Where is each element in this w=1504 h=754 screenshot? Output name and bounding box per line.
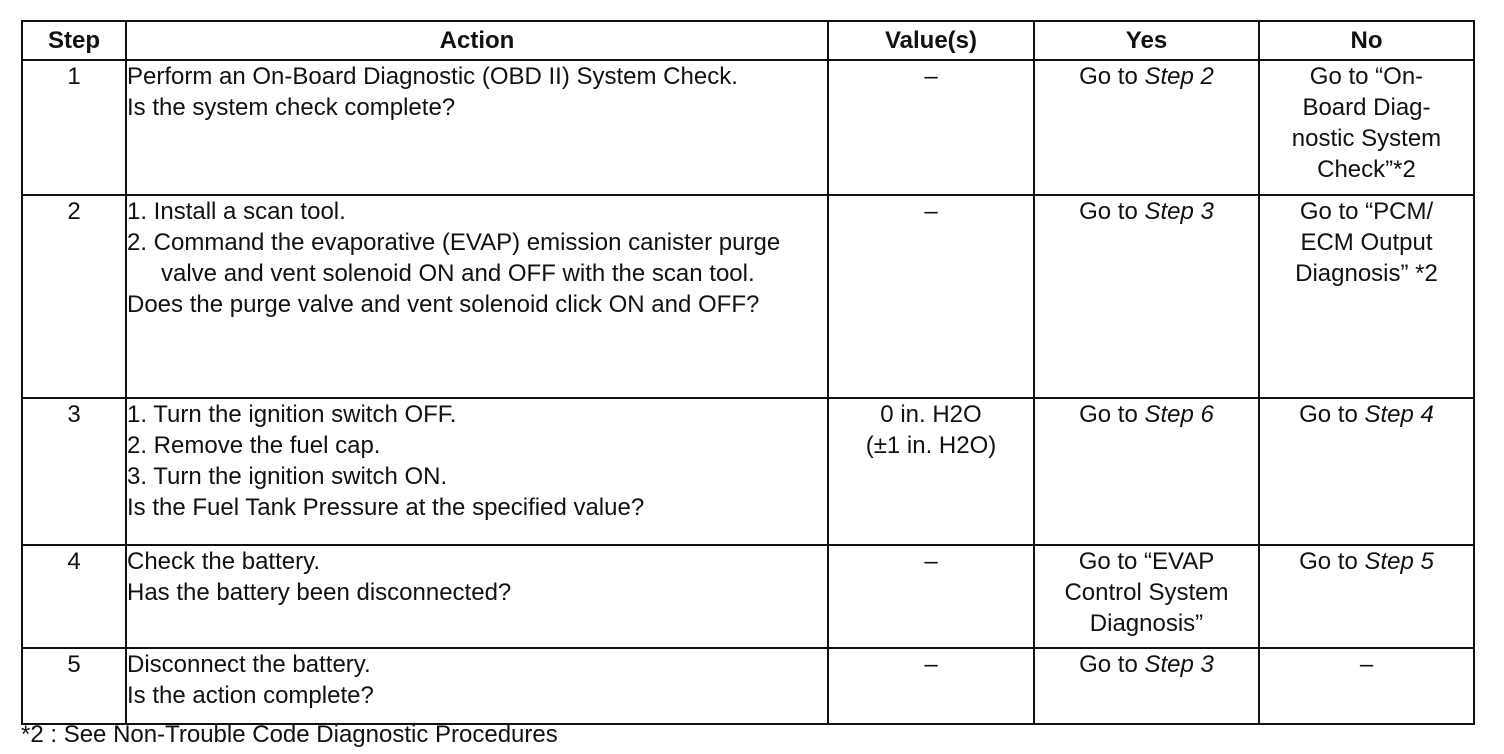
no-step-link: Step 5 — [1364, 548, 1434, 575]
no-cell — [1259, 398, 1474, 545]
value-text: 0 in. H2O — [880, 401, 982, 428]
action-line: 1. Install a scan tool. — [127, 198, 346, 225]
table-row — [22, 545, 1474, 648]
action-question: Has the battery been disconnected? — [127, 579, 512, 606]
no-text: – — [1359, 651, 1374, 678]
header-row — [22, 21, 1474, 60]
header-value: Value(s) — [828, 21, 1034, 60]
no-text — [1295, 196, 1438, 289]
action-question: Is the action complete? — [127, 682, 374, 709]
action-cell — [126, 648, 828, 724]
yes-step-link: Step 3 — [1144, 198, 1214, 225]
yes-prefix: Go to — [1079, 401, 1138, 428]
value-text: – — [924, 63, 938, 90]
table-row — [22, 648, 1474, 724]
value-text: – — [924, 198, 938, 225]
step-number: 1 — [22, 60, 126, 195]
value-cell — [828, 60, 1034, 195]
no-line: nostic System — [1291, 125, 1442, 152]
step-number: 2 — [22, 195, 126, 398]
action-question: Is the system check complete? — [127, 94, 456, 121]
step-number: 3 — [22, 398, 126, 545]
yes-cell — [1034, 398, 1259, 545]
diagnostic-table — [21, 20, 1475, 725]
value-cell — [828, 648, 1034, 724]
step-number: 4 — [22, 545, 126, 648]
yes-line: Go to “EVAP — [1078, 548, 1215, 575]
yes-prefix: Go to — [1079, 63, 1138, 90]
action-line: 1. Turn the ignition switch OFF. — [127, 401, 457, 428]
no-cell — [1259, 60, 1474, 195]
action-question: Is the Fuel Tank Pressure at the specified value? — [127, 494, 645, 521]
no-line: Board Diag- — [1302, 94, 1431, 121]
header-yes: Yes — [1034, 21, 1259, 60]
header-no: No — [1259, 21, 1474, 60]
value-cell — [828, 398, 1034, 545]
yes-cell — [1034, 60, 1259, 195]
action-line: Disconnect the battery. — [127, 651, 371, 678]
no-prefix: Go to — [1299, 548, 1358, 575]
no-cell — [1259, 545, 1474, 648]
yes-step-link: Step 2 — [1144, 63, 1214, 90]
table-row — [22, 398, 1474, 545]
header-action: Action — [126, 21, 828, 60]
no-step-link: Step 4 — [1364, 401, 1434, 428]
yes-cell — [1034, 648, 1259, 724]
action-line: Check the battery. — [127, 548, 320, 575]
yes-cell — [1034, 545, 1259, 648]
yes-prefix: Go to — [1079, 651, 1138, 678]
no-line: Go to “On- — [1309, 63, 1424, 90]
yes-step-link: Step 6 — [1144, 401, 1214, 428]
table-row — [22, 195, 1474, 398]
action-question: Does the purge valve and vent solenoid click ON and OFF? — [127, 291, 760, 318]
footnote: *2 : See Non-Trouble Code Diagnostic Procedures — [21, 721, 558, 748]
table-row — [22, 60, 1474, 195]
no-text — [1292, 61, 1441, 185]
no-line: ECM Output — [1300, 229, 1433, 256]
action-cell — [126, 60, 828, 195]
value-text: – — [924, 651, 938, 678]
no-line: Check”*2 — [1317, 156, 1416, 183]
yes-prefix: Go to — [1079, 198, 1138, 225]
action-line: Perform an On-Board Diagnostic (OBD II) System Check. — [127, 63, 738, 90]
action-cell — [126, 398, 828, 545]
header-step: Step — [22, 21, 126, 60]
action-cell — [126, 195, 828, 398]
value-cell — [828, 545, 1034, 648]
no-cell — [1259, 648, 1474, 724]
no-prefix: Go to — [1299, 401, 1358, 428]
yes-cell — [1034, 195, 1259, 398]
action-line: 2. Command the evaporative (EVAP) emission canister purge valve and vent solenoid ON and OFF with the scan tool. — [127, 229, 781, 287]
no-line: Diagnosis” *2 — [1295, 260, 1438, 287]
step-number: 5 — [22, 648, 126, 724]
action-cell — [126, 545, 828, 648]
value-text: – — [924, 548, 938, 575]
value-cell — [828, 195, 1034, 398]
value-text: (±1 in. H2O) — [865, 432, 997, 459]
action-line: 2. Remove the fuel cap. — [127, 432, 381, 459]
yes-line: Diagnosis” — [1089, 610, 1204, 637]
yes-step-link: Step 3 — [1144, 651, 1214, 678]
yes-line: Control System — [1064, 579, 1229, 606]
yes-text — [1064, 546, 1228, 639]
action-line: 3. Turn the ignition switch ON. — [127, 463, 448, 490]
no-line: Go to “PCM/ — [1299, 198, 1434, 225]
no-cell — [1259, 195, 1474, 398]
